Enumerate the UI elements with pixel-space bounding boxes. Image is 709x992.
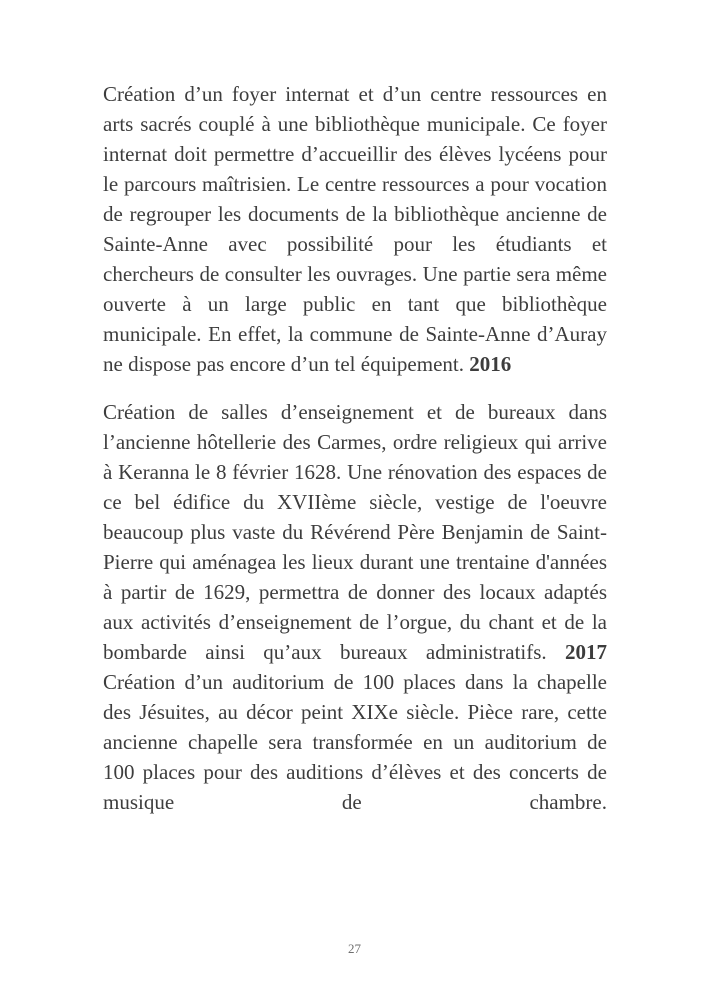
paragraph-2017 <box>103 397 607 817</box>
paragraph-2016 <box>103 79 607 379</box>
page-number: 27 <box>348 941 361 956</box>
paragraph-2017-text-after: Création d’un auditorium de 100 places dans la chapelle des Jésuites, au décor peint XIXe siècle. Pièce rare, cette ancienne chapelle sera transformée en un auditorium de 100 places pour des auditions d’élèves et des concerts de musique de chambre. <box>103 670 607 814</box>
paragraph-2016-text: Création d’un foyer internat et d’un centre ressources en arts sacrés couplé à une bibliothèque municipale. Ce foyer internat doit permettre d’accueillir des élèves lycéens pour le parcours maîtrisien. Le centre ressources a pour vocation de regrouper les documents de la bibliothèque ancienne de Sainte-Anne avec possibilité pour les étudiants et chercheurs de consulter les ouvrages. Une partie sera même ouverte à un large public en tant que bibliothèque municipale. En effet, la commune de Sainte-Anne d’Auray ne dispose pas encore d’un tel équipement. <box>103 82 607 376</box>
page-content <box>103 79 607 835</box>
year-2016-bold: 2016 <box>469 352 512 376</box>
paragraph-2017-text-before: Création de salles d’enseignement et de bureaux dans l’ancienne hôtellerie des Carmes, ordre religieux qui arrive à Keranna le 8 février 1628. Une rénovation des espaces de ce bel édifice du XVIIème siècle, vestige de l'oeuvre beaucoup plus vaste du Révérend Père Benjamin de Saint-Pierre qui aménagea les lieux durant une trentaine d'années à partir de 1629, permettra de donner des locaux adaptés aux activités d’enseignement de l’orgue, du chant et de la bombarde ainsi qu’aux bureaux administratifs. <box>103 400 607 664</box>
year-2017-bold: 2017 <box>565 640 607 664</box>
